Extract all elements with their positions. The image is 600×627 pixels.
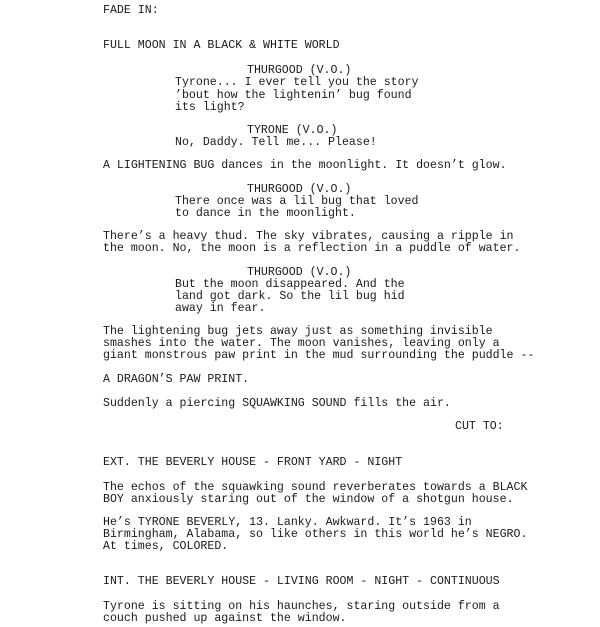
character-cue-thurgood: THURGOOD (V.O.) xyxy=(247,183,352,196)
action-line: The lightening bug jets away just as something invisible xyxy=(103,325,493,338)
action-line: Tyrone is sitting on his haunches, staring outside from a xyxy=(103,600,500,613)
action-line: Suddenly a piercing SQUAWKING SOUND fills the air. xyxy=(103,397,451,410)
dialogue-line: But the moon disappeared. And the xyxy=(175,278,405,291)
action-line: giant monstrous paw print in the mud surrounding the puddle -- xyxy=(103,349,535,362)
action-line: the moon. No, the moon is a reflection in a puddle of water. xyxy=(103,242,521,255)
dialogue-line: to dance in the moonlight. xyxy=(175,207,356,220)
scene-heading-front-yard: EXT. THE BEVERLY HOUSE - FRONT YARD - NIGHT xyxy=(103,456,403,469)
cut-to-transition: CUT TO: xyxy=(455,420,504,433)
dialogue-line: away in fear. xyxy=(175,302,266,315)
dialogue-line: No, Daddy. Tell me... Please! xyxy=(175,136,377,149)
action-line: couch pushed up against the window. xyxy=(103,612,347,625)
dialogue-line: Tyrone... I ever tell you the story xyxy=(175,76,419,89)
action-line: At times, COLORED. xyxy=(103,540,229,553)
scene-heading-full-moon: FULL MOON IN A BLACK & WHITE WORLD xyxy=(103,39,340,52)
action-line: A DRAGON’S PAW PRINT. xyxy=(103,373,250,386)
dialogue-line: land got dark. So the lil bug hid xyxy=(175,290,405,303)
action-line: Birmingham, Alabama, so like others in this world he’s NEGRO. xyxy=(103,528,528,541)
action-line: BOY anxiously staring out of the window of a shotgun house. xyxy=(103,493,514,506)
action-line: He’s TYRONE BEVERLY, 13. Lanky. Awkward. It’s 1963 in xyxy=(103,516,472,529)
character-cue-tyrone: TYRONE (V.O.) xyxy=(247,124,338,137)
dialogue-line: ’bout how the lightenin’ bug found xyxy=(175,89,412,102)
dialogue-line: There once was a lil bug that loved xyxy=(175,195,419,208)
fade-in-transition: FADE IN: xyxy=(103,4,159,17)
character-cue-thurgood: THURGOOD (V.O.) xyxy=(247,266,352,279)
action-line: There’s a heavy thud. The sky vibrates, causing a ripple in xyxy=(103,230,514,243)
action-line: A LIGHTENING BUG dances in the moonlight. It doesn’t glow. xyxy=(103,159,507,172)
action-line: smashes into the water. The moon vanishes, leaving only a xyxy=(103,337,500,350)
scene-heading-living-room: INT. THE BEVERLY HOUSE - LIVING ROOM - NIGHT - CONTINUOUS xyxy=(103,575,500,588)
dialogue-line: its light? xyxy=(175,101,245,114)
action-line: The echos of the squawking sound reverberates towards a BLACK xyxy=(103,481,528,494)
character-cue-thurgood: THURGOOD (V.O.) xyxy=(247,64,352,77)
